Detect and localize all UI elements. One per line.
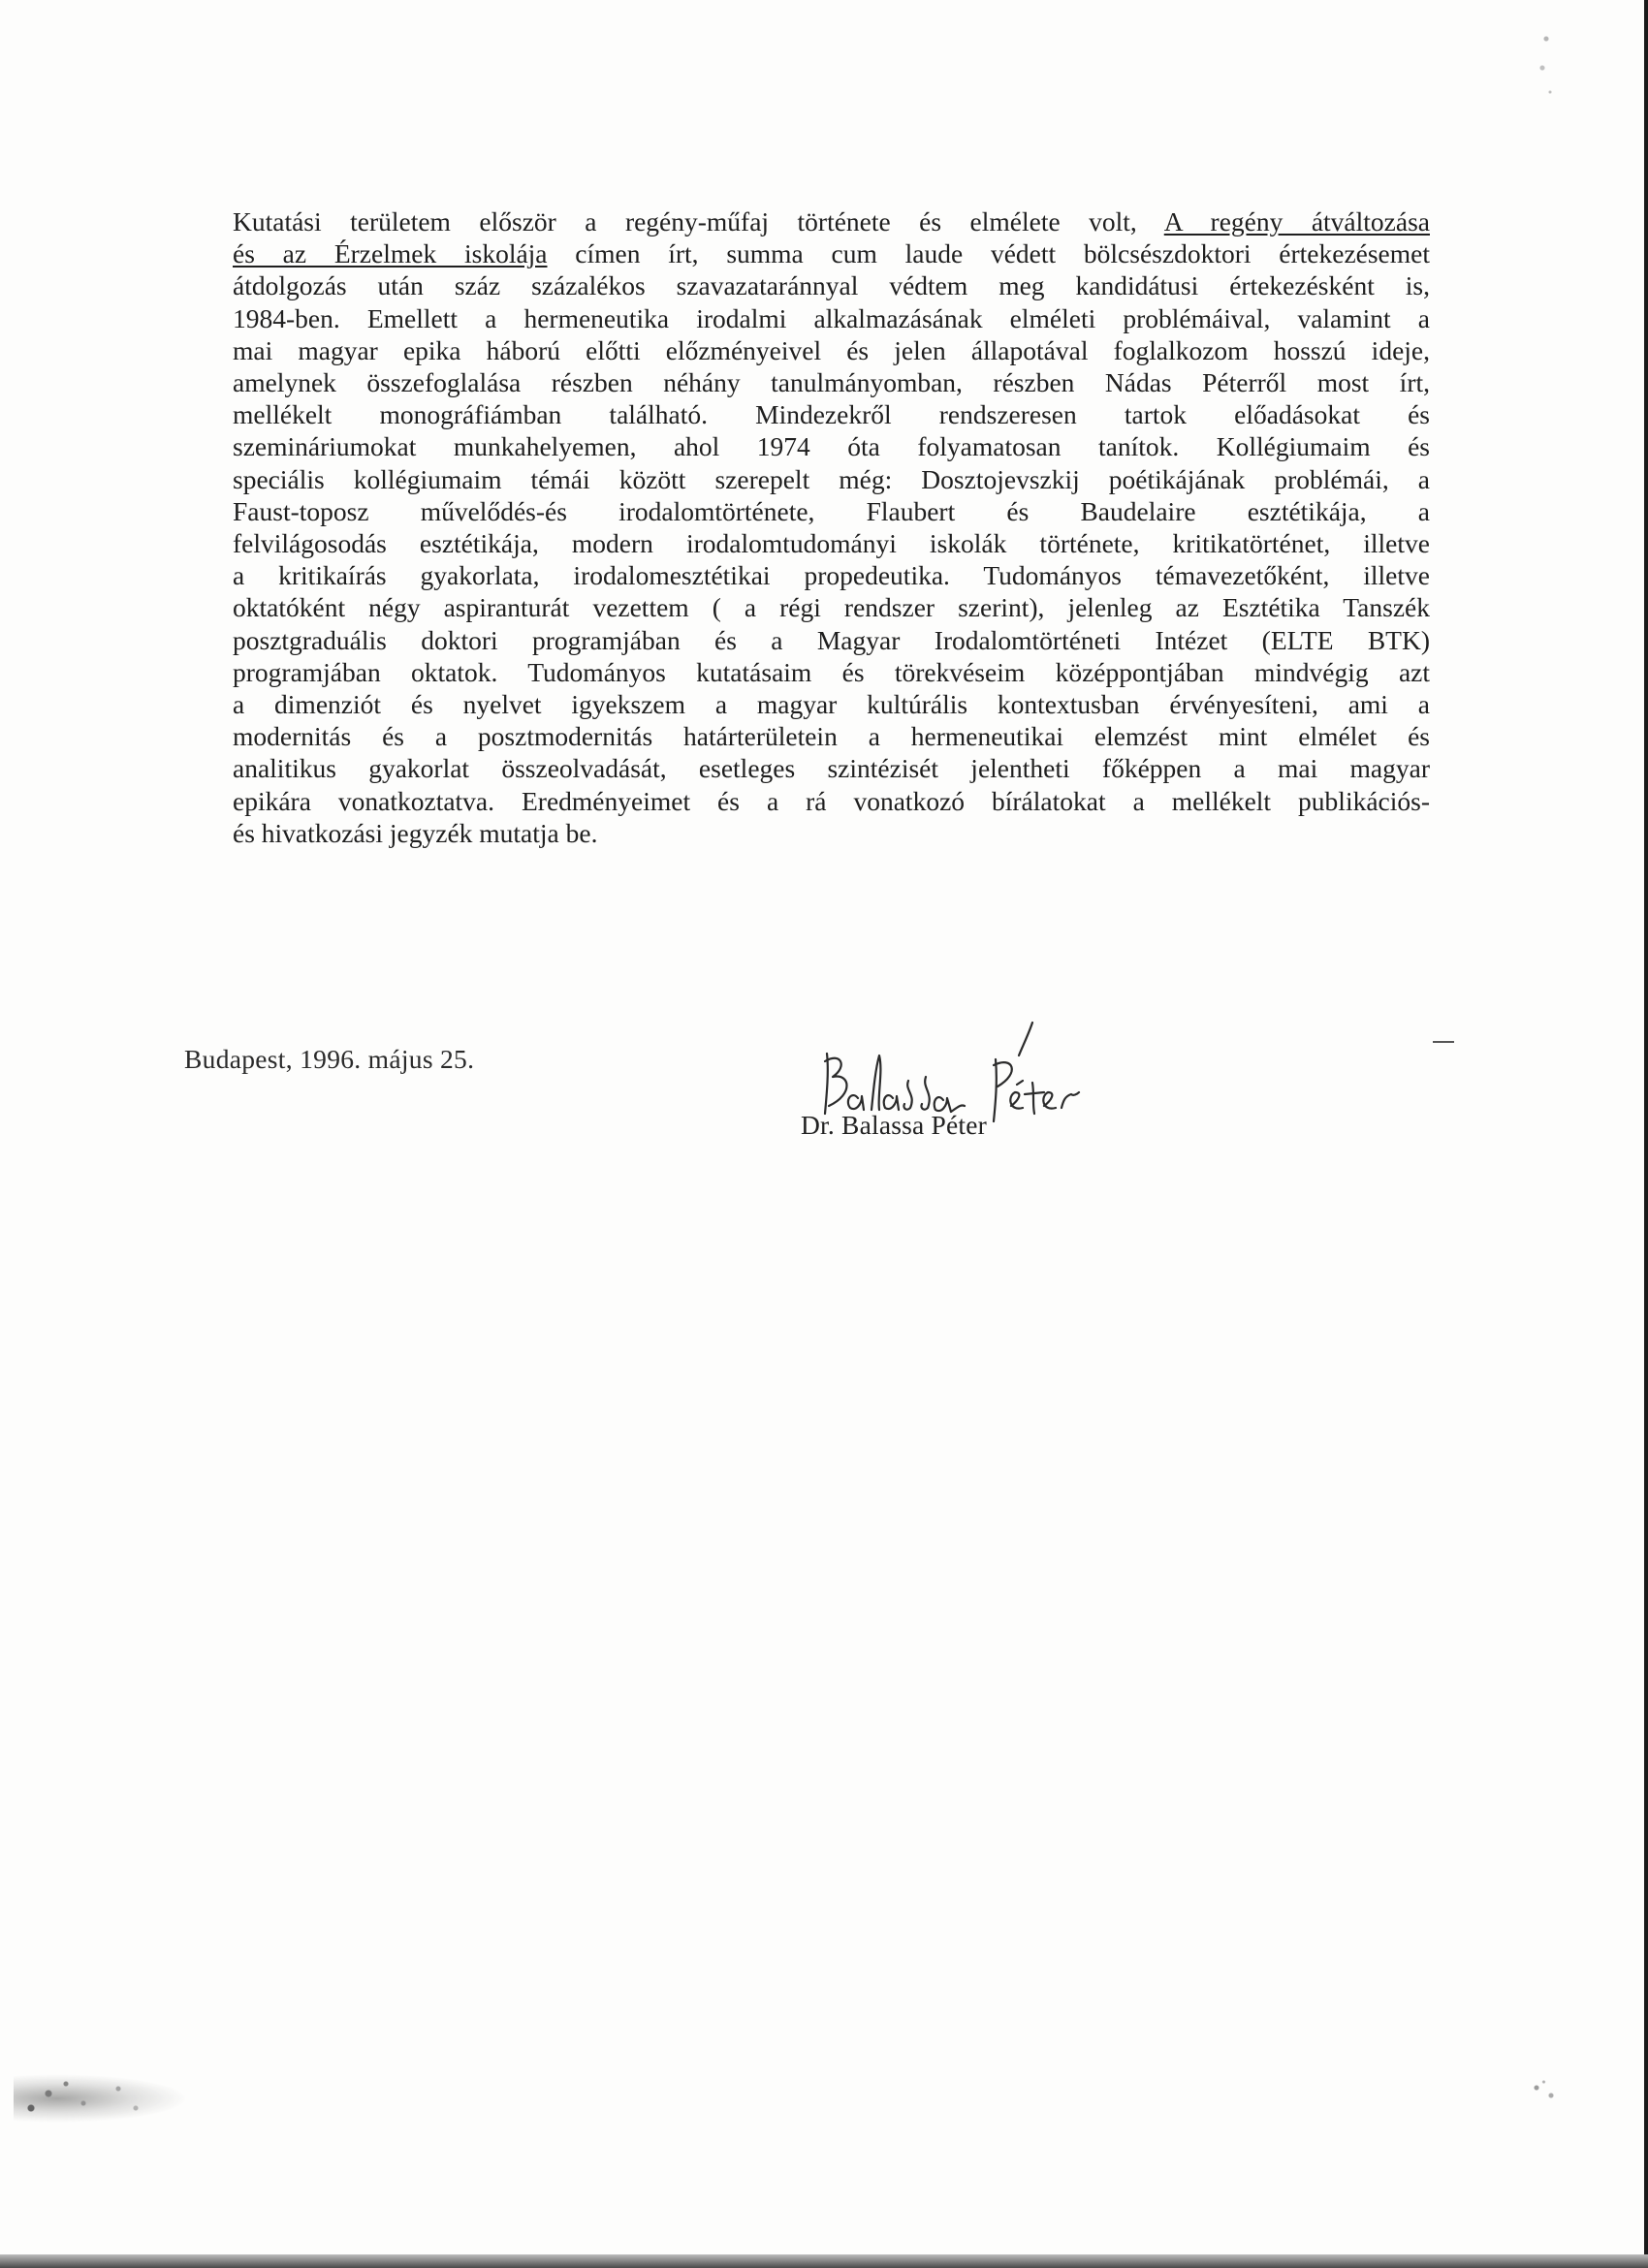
underlined-title: és az Érzelmek iskolája <box>233 238 548 269</box>
scan-edge-right <box>1644 0 1648 2268</box>
scan-noise-top-right <box>1527 19 1566 116</box>
text-line <box>233 398 1430 430</box>
text-run: és hivatkozási jegyzék mutatja be. <box>233 817 598 848</box>
text-line <box>233 495 1430 527</box>
text-run: a kritikaírás gyakorlata, irodalomesztétikai propedeutika. Tudományos témavezetőként, illetve <box>233 560 1430 591</box>
text-line <box>233 205 1430 237</box>
text-run: epikára vonatkoztatva. Eredményeimet és a rá vonatkozó bírálatokat a mellékelt publikációs- <box>233 785 1430 816</box>
text-line <box>233 785 1430 817</box>
underlined-title: A regény átváltozása <box>1163 206 1430 236</box>
scan-edge-bottom <box>0 2254 1648 2268</box>
text-line <box>233 302 1430 334</box>
text-line <box>233 269 1430 301</box>
scan-noise-bottom-left <box>14 2074 188 2123</box>
text-line <box>233 688 1430 720</box>
text-line <box>233 720 1430 752</box>
text-line <box>233 624 1430 656</box>
text-run: Faust-toposz művelődés-és irodalomtörténete, Flaubert és Baudelaire esztétikája, a <box>233 495 1430 526</box>
text-run: felvilágosodás esztétikája, modern irodalomtudományi iskolák története, kritikatörténet, illetve <box>233 528 1430 559</box>
text-line <box>233 430 1430 462</box>
text-line <box>233 591 1430 623</box>
text-run: speciális kollégiumaim témái között szerepelt még: Dosztojevszkij poétikájának problémái, a <box>233 463 1430 494</box>
scan-mark <box>1433 1041 1454 1043</box>
text-line <box>233 334 1430 366</box>
letter-body <box>233 205 1430 849</box>
text-run: Kutatási területem először a regény-műfaj története és elmélete volt, <box>233 206 1164 236</box>
place-and-date: Budapest, 1996. május 25. <box>184 1044 475 1074</box>
text-line <box>233 656 1430 688</box>
text-run: modernitás és a posztmodernitás határterületein a hermeneutikai elemzést mint elmélet és <box>233 721 1430 752</box>
printed-signer-name: Dr. Balassa Péter <box>801 1110 988 1140</box>
text-line <box>233 463 1430 495</box>
text-run: átdolgozás után száz százalékos szavazataránnyal védtem meg kandidátusi értekezésként is, <box>233 270 1430 301</box>
text-line <box>233 237 1430 269</box>
text-run: posztgraduális doktori programjában és a Magyar Irodalomtörténeti Intézet (ELTE BTK) <box>233 624 1430 655</box>
text-run: analitikus gyakorlat összeolvadását, esetleges szintézisét jelentheti főképpen a mai magyar <box>233 753 1430 784</box>
text-run: a dimenziót és nyelvet igyekszem a magyar kultúrális kontextusban érvényesíteni, ami a <box>233 689 1430 720</box>
text-run: oktatóként négy aspiranturát vezettem ( a régi rendszer szerint), jelenleg az Esztétika Tanszék <box>233 592 1430 623</box>
text-line <box>233 527 1430 559</box>
scan-noise-bottom-right <box>1522 2072 1570 2111</box>
text-run: mellékelt monográfiámban található. Mindezekről rendszeresen tartok előadásokat és <box>233 399 1430 430</box>
text-line <box>233 366 1430 398</box>
text-line <box>233 817 1430 849</box>
text-run: 1984-ben. Emellett a hermeneutika irodalmi alkalmazásának elméleti problémáival, valamint a <box>233 302 1430 333</box>
text-run: címen írt, summa cum laude védett bölcsészdoktori értekezésemet <box>547 238 1430 269</box>
text-line <box>233 559 1430 591</box>
text-run: mai magyar epika háború előtti előzményeivel és jelen állapotával foglalkozom hosszú ideje, <box>233 334 1430 365</box>
text-line <box>233 752 1430 784</box>
text-run: programjában oktatok. Tudományos kutatásaim és törekvéseim középpontjában mindvégig azt <box>233 656 1430 687</box>
text-run: szemináriumokat munkahelyemen, ahol 1974 óta folyamatosan tanítok. Kollégiumaim és <box>233 431 1430 462</box>
text-run: amelynek összefoglalása részben néhány tanulmányomban, részben Nádas Péterről most írt, <box>233 367 1430 398</box>
